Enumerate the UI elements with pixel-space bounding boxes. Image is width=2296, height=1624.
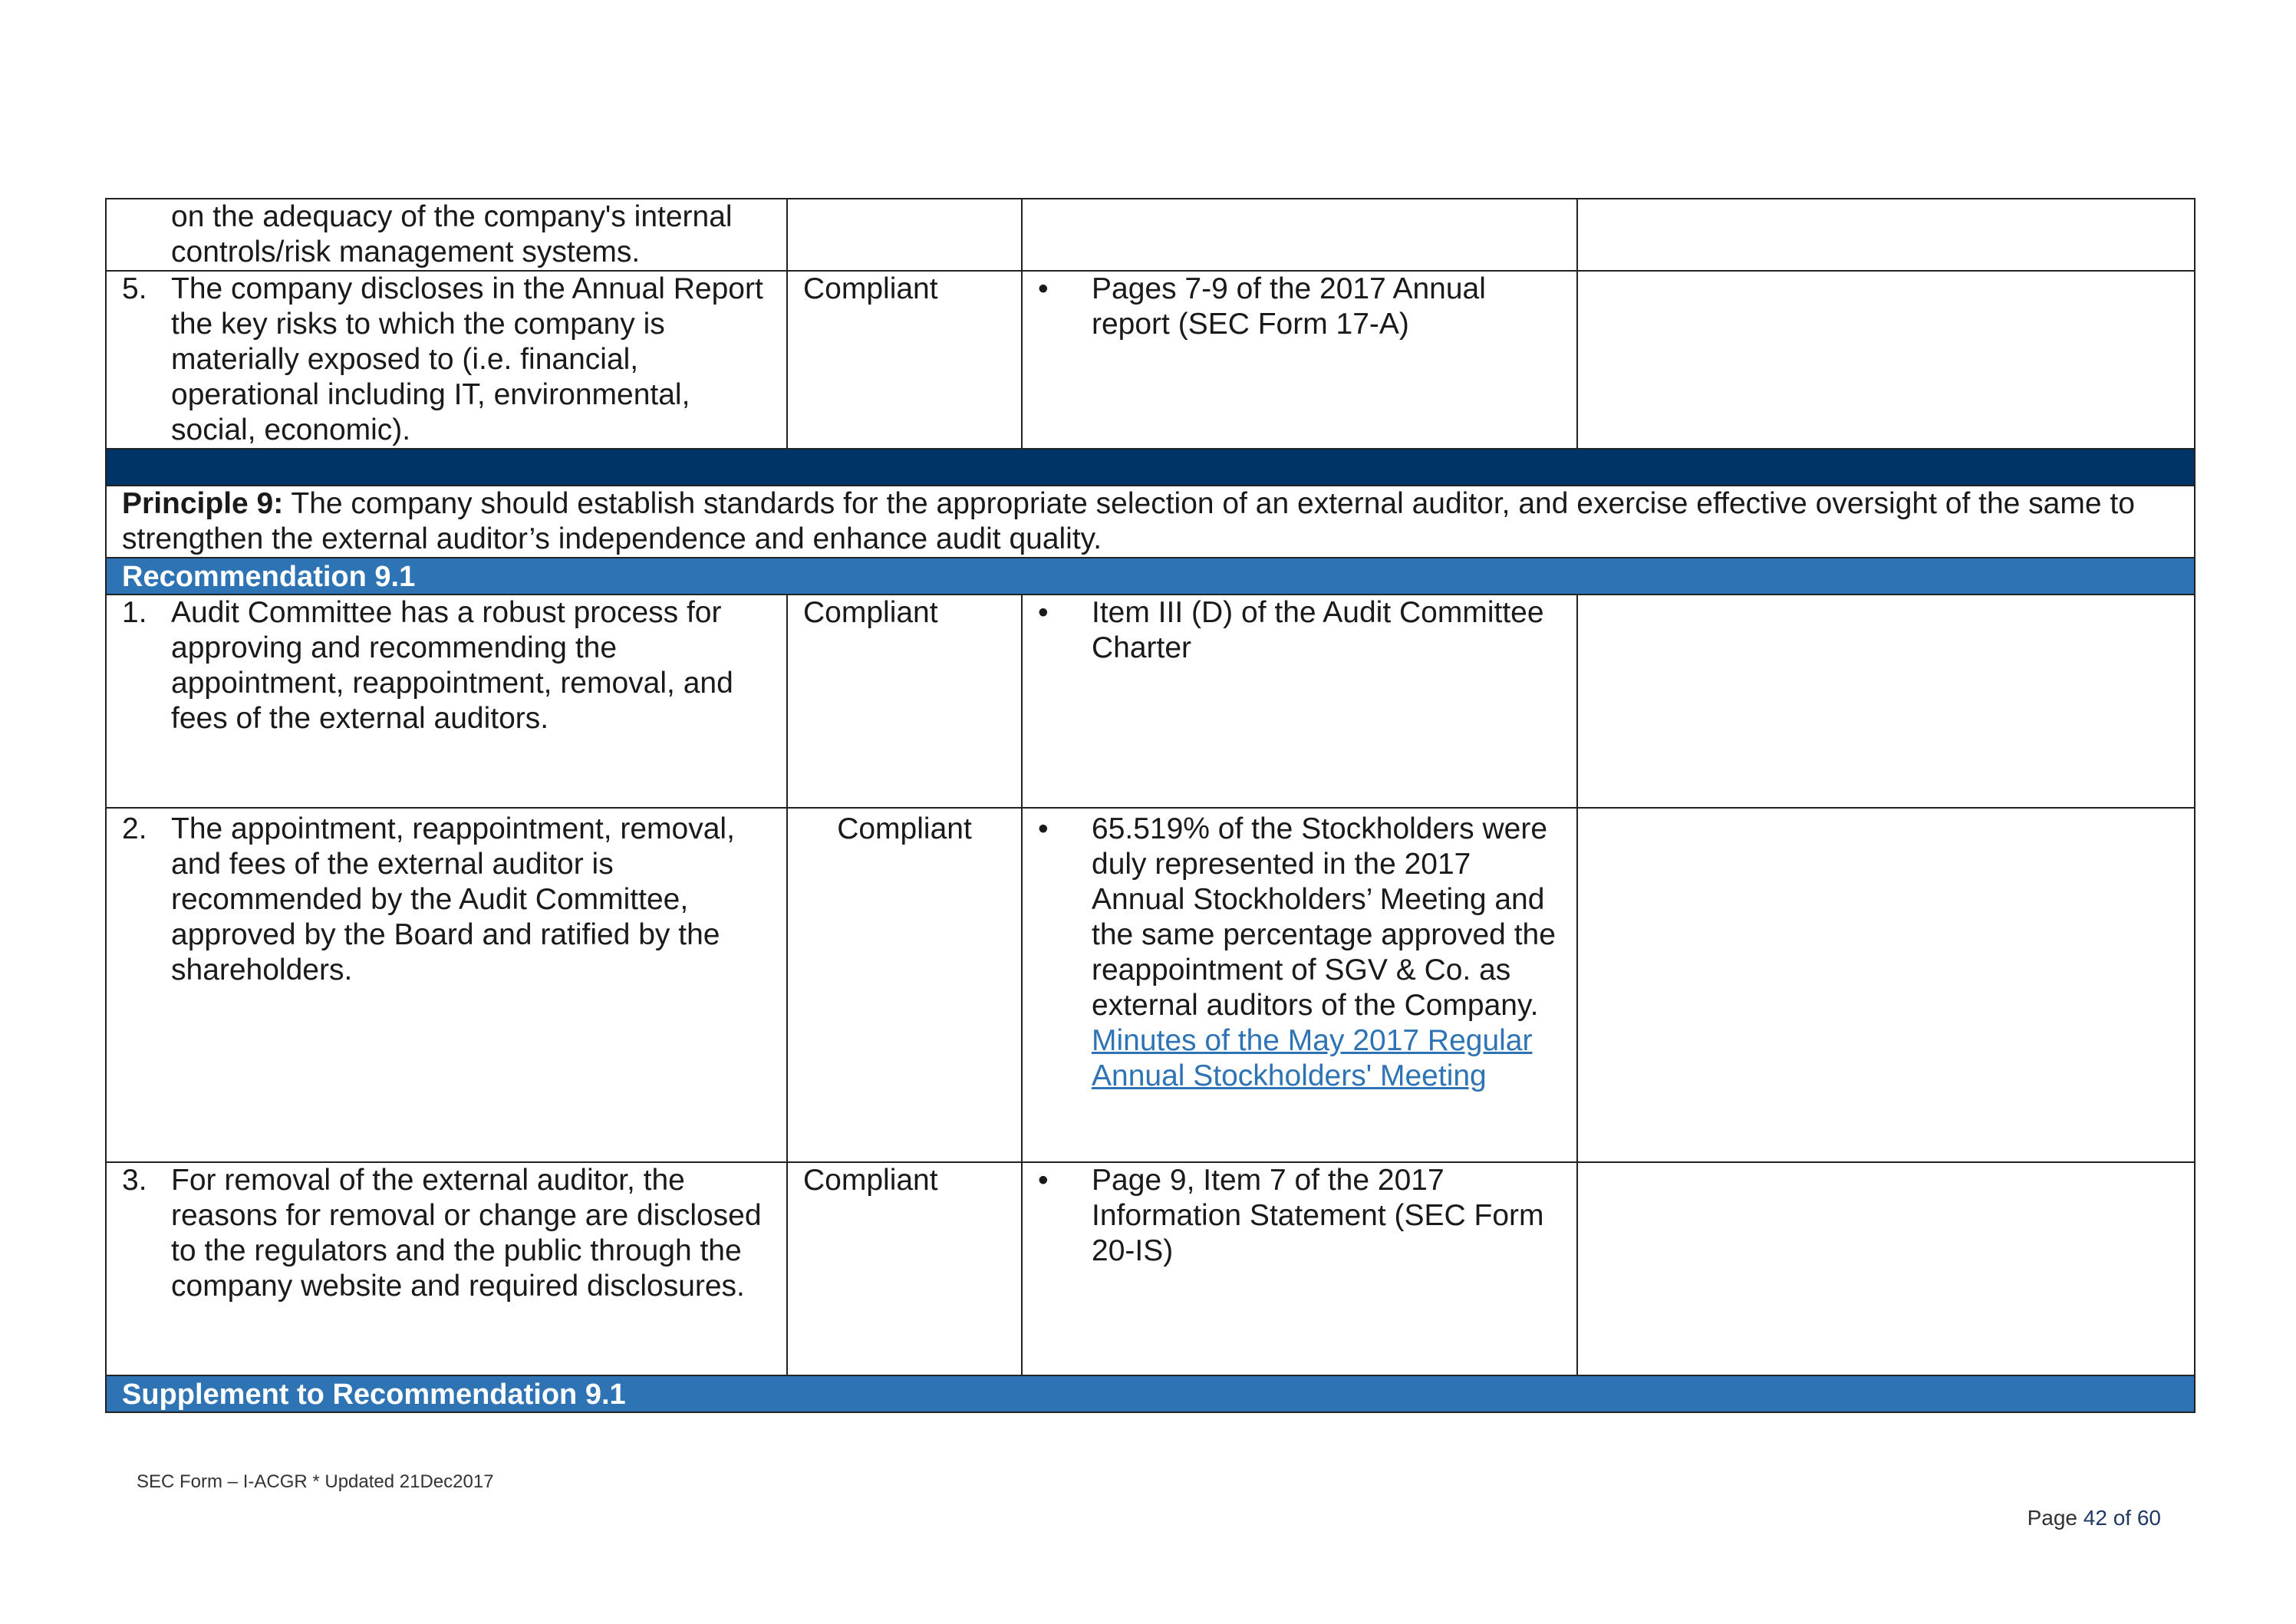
explanation-cell bbox=[1577, 199, 2195, 271]
recommendation-cell bbox=[106, 808, 787, 1162]
recommendation-text: Audit Committee has a robust process for approving and recommending the appointment, reappointment, removal, and fees of the external auditors. bbox=[171, 596, 733, 735]
compliance-status: Compliant bbox=[803, 1164, 938, 1197]
bullet-icon: • bbox=[1038, 812, 1049, 845]
page-number bbox=[2028, 1506, 2161, 1530]
explanation-cell bbox=[1577, 271, 2195, 449]
recommendation-cell bbox=[106, 199, 787, 271]
bullet-icon: • bbox=[1038, 272, 1049, 305]
compliance-status: Compliant bbox=[803, 596, 938, 629]
compliance-status-cell bbox=[787, 595, 1022, 808]
principle-cell bbox=[106, 486, 2195, 558]
compliance-status-cell bbox=[787, 271, 1022, 449]
table-row bbox=[106, 1162, 2195, 1375]
minutes-link[interactable]: Minutes of the May 2017 Regular Annual Stockholders' Meeting bbox=[1092, 1024, 1533, 1092]
page-prefix: Page bbox=[2027, 1506, 2077, 1530]
evidence-cell bbox=[1022, 271, 1577, 449]
recommendation-cell bbox=[106, 1162, 787, 1375]
supplement-header: Supplement to Recommendation 9.1 bbox=[106, 1375, 2195, 1412]
page-current: 42 bbox=[2083, 1506, 2107, 1530]
evidence-cell bbox=[1022, 808, 1577, 1162]
compliance-status-cell bbox=[787, 808, 1022, 1162]
evidence-text: Page 9, Item 7 of the 2017 Information Statement (SEC Form 20-IS) bbox=[1092, 1164, 1544, 1267]
explanation-cell bbox=[1577, 1162, 2195, 1375]
bullet-icon: • bbox=[1038, 1164, 1049, 1197]
item-number: 3. bbox=[122, 1164, 147, 1197]
evidence-cell bbox=[1022, 199, 1577, 271]
recommendation-header: Recommendation 9.1 bbox=[106, 558, 2195, 595]
explanation-cell bbox=[1577, 595, 2195, 808]
recommendation-cell bbox=[106, 271, 787, 449]
principle-label: Principle 9: bbox=[122, 487, 284, 520]
item-number: 5. bbox=[122, 272, 147, 305]
compliance-status-cell bbox=[787, 199, 1022, 271]
recommendation-text: on the adequacy of the company's internal controls/risk management systems. bbox=[171, 200, 733, 268]
evidence-text: 65.519% of the Stockholders were duly represented in the 2017 Annual Stockholders’ Meeting and the same percentage approved the reappointment of SGV & Co. as external auditors of the Company. bbox=[1092, 812, 1556, 1022]
compliance-status: Compliant bbox=[803, 272, 938, 305]
bullet-icon: • bbox=[1038, 596, 1049, 629]
principle-text: The company should establish standards for the appropriate selection of an external auditor, and exercise effective oversight of the same to strengthen the external auditor’s independence and enhance audit quality. bbox=[122, 487, 2135, 555]
recommendation-text: For removal of the external auditor, the reasons for removal or change are disclosed to the regulators and the public through the company website and required disclosures. bbox=[171, 1164, 762, 1303]
supplement-header-row bbox=[106, 1375, 2195, 1412]
recommendation-text: The appointment, reappointment, removal, and fees of the external auditor is recommended by the Audit Committee, approved by the Board and ratified by the shareholders. bbox=[171, 812, 735, 987]
page-total: 60 bbox=[2136, 1506, 2161, 1530]
compliance-status-cell bbox=[787, 1162, 1022, 1375]
item-number: 2. bbox=[122, 812, 147, 845]
form-footer: SEC Form – I-ACGR * Updated 21Dec2017 bbox=[137, 1471, 494, 1492]
section-divider bbox=[106, 449, 2195, 486]
table-row bbox=[106, 808, 2195, 1162]
principle-row bbox=[106, 486, 2195, 558]
page-of: of bbox=[2113, 1506, 2132, 1530]
table-row bbox=[106, 199, 2195, 271]
explanation-cell bbox=[1577, 808, 2195, 1162]
recommendation-text: The company discloses in the Annual Report the key risks to which the company is materially exposed to (i.e. financial, operational including IT, environmental, social, economic). bbox=[171, 272, 763, 446]
table-row bbox=[106, 271, 2195, 449]
compliance-table-container bbox=[105, 198, 2194, 1413]
compliance-table bbox=[105, 198, 2196, 1413]
compliance-status: Compliant bbox=[837, 812, 972, 845]
evidence-cell bbox=[1022, 1162, 1577, 1375]
evidence-cell bbox=[1022, 595, 1577, 808]
section-divider-bar bbox=[106, 449, 2195, 486]
item-number: 1. bbox=[122, 596, 147, 629]
evidence-text: Pages 7-9 of the 2017 Annual report (SEC Form 17-A) bbox=[1092, 272, 1486, 341]
recommendation-cell bbox=[106, 595, 787, 808]
recommendation-header-row bbox=[106, 558, 2195, 595]
table-row bbox=[106, 595, 2195, 808]
evidence-text: Item III (D) of the Audit Committee Charter bbox=[1092, 596, 1544, 664]
